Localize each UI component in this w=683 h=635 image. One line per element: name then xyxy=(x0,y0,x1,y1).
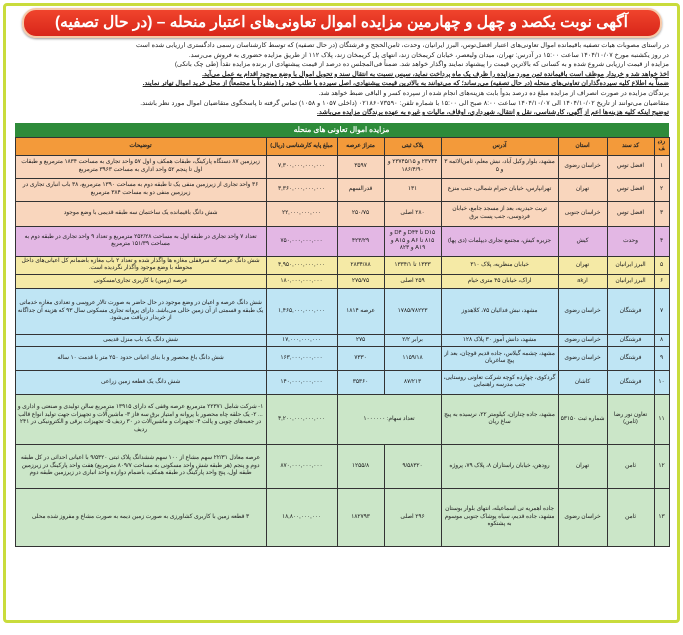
base-price-cell: ۱۸۰,۰۰۰,۰۰۰,۰۰۰ xyxy=(266,274,337,288)
column-header: ردیف xyxy=(654,137,669,155)
description-cell: ۱- شرکت شامل ۲۲۳۷۱ مترمربع عرصه وقفی که دارای ۱۳۹۱۵ مترمربع سالن تولیدی و صنعتی و اداری و ... ۲- یک حلقه چاه محصور با پروانه و امتیاز برق سه فاز ۳- ماشین‌آلات و تجهیزات جهت تولید انواع قالب در جعبه‌های چوبی و پالت ۴- تجهیزات و ماشین‌آلات در ۳۰ ردیف ۵- تجهیزات برقی و الکترونیکی در ۲۴۱ ردیف xyxy=(15,394,266,444)
document-code-cell: وحدت xyxy=(607,226,654,256)
province-cell: خراسان جنوبی xyxy=(558,201,607,226)
registration-plaque-cell: ۲۳۷۴۴ و ۲۳۷۴۵/۱۵ و ۱۸۶/۴/۹۰ xyxy=(384,155,441,178)
description-cell: عرصه (زمین) با کاربری تجاری/مسکونی xyxy=(15,274,266,288)
description-cell: شش دانگ باقیمانده یک ساختمان سه طبقه قدیمی با وضع موجود xyxy=(15,201,266,226)
table-row xyxy=(15,488,669,546)
registration-plaque-cell: D۱۵ تا D۴۴ و D۴ و ۸۱۵ تا A۶ و A۱۵ و A۱۹ و ۸۲۳ xyxy=(384,226,441,256)
intro-line: مزایده از قیمت ارزیابی شروع شده و به کسانی که بالاترین قیمت را پیشنهاد نمایند واگذار خواهد شد. ضمناً فی‌المجلس ده درصد از قیمت پیشنهادی از برنده مزایده نقداً (طی چک بانکی) xyxy=(174,61,669,69)
row-number-cell: ۱۰ xyxy=(654,370,669,394)
table-row xyxy=(15,155,669,178)
document-code-cell: فرشتگان xyxy=(607,370,654,394)
address-cell: مشهد، جاده چناران، کیلومتر ۲۲، نرسیده به پیچ ساغ ریان xyxy=(441,394,558,444)
land-area-cell: ۳۵۳۶۰ xyxy=(337,370,384,394)
address-cell: اراک، خیابان ۴۵ متری خیام xyxy=(441,274,558,288)
intro-line: اخذ خواهد شد و خریدار موظف است باقیمانده ثمن مورد مزایده را ظرف یک ماه پرداخت نماید، سپس نسبت به انتقال سند و تحویل اموال با وضع موجود اقدام به عمل می‌آید. xyxy=(202,70,669,78)
base-price-cell: ۷,۳۰۰,۰۰۰,۰۰۰,۰۰۰ xyxy=(266,155,337,178)
document-code-cell: ثامن xyxy=(607,444,654,488)
base-price-cell: ۱۷,۰۰۰,۰۰۰,۰۰۰ xyxy=(266,334,337,346)
base-price-cell: ۱۸,۸۰۰,۰۰۰,۰۰۰ xyxy=(266,488,337,546)
address-cell: جزیره کیش، مجتمع تجاری دیپلمات (دی پها) xyxy=(441,226,558,256)
column-header: متراژ عرصه xyxy=(337,137,384,155)
address-cell: تربت حیدریه، بعد از مسجد جامع، خیابان فردوسی، جنب پست برق xyxy=(441,201,558,226)
description-cell: عرصه معادل ۲۲/۳۱ سهم مشاع از ۱۰۰ سهم ششدانگ پلاک ثبتی ۹/۵۳۲۰ با اعیانی احداثی در کل طبقه دوم و پنجم (هر طبقه شش واحد مسکونی به مساحت ۸۰۹/۷ مترمربع) هفت واحد پارکینگ در زیرزمین طبقه اول، پنج واحد پارکینگ در طبقه همکف، باضمام دوازده واحد انباری در زیرزمین طبقه دوم xyxy=(15,444,266,488)
registration-plaque-cell: ۲۵۹ اصلی xyxy=(384,274,441,288)
table-row xyxy=(15,256,669,274)
province-cell: کیش xyxy=(558,226,607,256)
intro-line: ضمناً به اطلاع کلیه سپرده‌گذاران تعاونی‌های منحله (در حال تصفیه) می‌رساند؛ که می‌توانند به بالاترین قیمت پیشنهادی، اصل سپرده یا طلب خود را (منفرداً یا مجتمعاً) از محل خرید اموال تهاتر نمایند. xyxy=(142,80,669,88)
intro-line: در روز یکشنبه مورخ ۱۴۰۴/۱۰/۰۷ ساعت ۱۵:۰۰ در آدرس: تهران، میدان ولیعصر، خیابان کریمخان زند، انتهای پل کریمخان زند، پلاک ۱۱۲ از طریق مزایده حضوری به فروش می‌رسد. xyxy=(188,51,669,59)
description-cell: تعداد ۷ واحد تجاری در طبقه اول به مساحت ۲۵۲/۲۸ مترمربع و تعداد ۹ واحد تجاری در طبقه دوم به مساحت ۱۵۱/۳۹ مترمربع xyxy=(15,226,266,256)
base-price-cell: ۱,۴۶۵,۰۰۰,۰۰۰,۰۰۰ xyxy=(266,288,337,334)
intro-line: توضیح اینکه کلیه هزینه‌ها اعم از آگهی، کارشناسی، نقل و انتقال، شهرداری، اوقاف، مالیات و غیره به عهده برندگان مزایده می‌باشد. xyxy=(317,109,669,117)
registration-plaque-cell: تعداد سهام: ۱۰۰۰۰۰۰ xyxy=(337,394,441,444)
column-header: کد سند xyxy=(607,137,654,155)
table-row xyxy=(15,226,669,256)
base-price-cell: ۱۶۳,۰۰۰,۰۰۰,۰۰۰ xyxy=(266,346,337,370)
row-number-cell: ۱۱ xyxy=(654,394,669,444)
intro-line: برندگان مزایده در صورت انصراف از مزایده مبلغ ده درصد بدواً بابت هزینه‌های انجام شده از سپرده کسر و الباقی ضبط خواهد شد. xyxy=(318,89,669,97)
address-cell: جاده اهمریه تی اسماعیله، انتهای بلوار بوستان مشهد، جاده قدیم، سیاه پوشاک جنوبی موسوم به پشتکوه xyxy=(441,488,558,546)
row-number-cell: ۲ xyxy=(654,178,669,201)
table-row xyxy=(15,444,669,488)
document-code-cell: فرشتگان xyxy=(607,346,654,370)
province-cell: تهران xyxy=(558,444,607,488)
intro-line: متقاضیان می‌توانند از تاریخ ۱۴۰۴/۱۰/۰۲ الی ۱۴۰۴/۱۰/۰۷ ساعت ۸:۰۰ صبح الی ۱۵:۰۰ با شماره تلفن: ۰۲۱۸۶۰۷۳۵۹۰ (داخلی ۱۰۵۷ و ۱۰۵۸) تماس گرفته تا پاسخگوی متقاضیان اموال مورد نظر باشند. xyxy=(140,99,669,107)
document-code-cell: البرز ایرانیان xyxy=(607,256,654,274)
province-cell: کاشان xyxy=(558,370,607,394)
registration-plaque-cell: ۲۹۶ اصلی xyxy=(384,488,441,546)
address-cell: مشهد، نبش فدائیان ۷۵، کلاهدوز xyxy=(441,288,558,334)
address-cell: تهرانپارس، خیابان حیرام شمالی، جنب منزع xyxy=(441,178,558,201)
base-price-cell: ۴,۲۰۰,۰۰۰,۰۰۰,۰۰۰ xyxy=(266,394,337,444)
table-row xyxy=(15,288,669,334)
registration-plaque-cell: ۲۸۰ اصلی xyxy=(384,201,441,226)
land-area-cell: ۴۲۳/۲۹ xyxy=(337,226,384,256)
land-area-cell: ۱۸۲۷۹۳ xyxy=(337,488,384,546)
description-cell: زیرزمین ۸۷ دستگاه پارکینگ، طبقات همکف و اول ۵۷ واحد تجاری به مساحت ۱۸۳۴ مترمربع و طبقات اول تا پنجم ۵۲ واحد اداری به مساحت ۳۹۶۳ مترمربع xyxy=(15,155,266,178)
row-number-cell: ۷ xyxy=(654,288,669,334)
base-price-cell: ۳,۳۶۰,۰۰۰,۰۰۰,۰۰۰ xyxy=(266,178,337,201)
description-cell: شش دانگ یک باب منزل قدیمی xyxy=(15,334,266,346)
land-area-cell: عرصه ۱۸۱۴ xyxy=(337,288,384,334)
base-price-cell: ۲۲,۰۰۰,۰۰۰,۰۰۰ xyxy=(266,201,337,226)
column-header: پلاک ثبتی xyxy=(384,137,441,155)
land-area-cell: ۱۲۵۵/۸ xyxy=(337,444,384,488)
ad-title: آگهی نوبت یکصد و چهل و چهارمین مزایده اموال تعاونی‌های اعتبار منحله – (در حال تصفیه) xyxy=(22,8,662,38)
registration-plaque-cell: برابر ۲/۲ xyxy=(384,334,441,346)
province-cell: تهران xyxy=(558,256,607,274)
table-title: مزایده اموال تعاونی های منحله xyxy=(15,123,669,137)
document-code-cell: ثامن xyxy=(607,488,654,546)
province-cell: تهران xyxy=(558,178,607,201)
document-code-cell: البرز ایرانیان xyxy=(607,274,654,288)
intro-line: در راستای مصوبات هیات تصفیه باقیمانده اموال تعاونی‌های اعتبار افضل‌توس، البرز ایرانیان، وحدت، ثامن‌الحجج و فرشتگان (در حال تصفیه) که توسط کارشناسان رسمی دادگستری ارزیابی شده است xyxy=(136,42,669,49)
land-area-cell: ۷۳۳۰ xyxy=(337,346,384,370)
table-row xyxy=(15,274,669,288)
land-area-cell: ۲۵۰/۷۵ xyxy=(337,201,384,226)
row-number-cell: ۱۲ xyxy=(654,444,669,488)
registration-plaque-cell: ۸۷/۲۱۳ xyxy=(384,370,441,394)
description-cell: شش دانگ عرصه که سرقفلی مغازه ها واگذار شده و تعداد ۲ باب مغازه باضمانم کل اعیانی‌های داخل محوطه با وضع موجود واگذار نگردیده است. xyxy=(15,256,266,274)
document-code-cell: تعاون نور رضا (ثامن) xyxy=(607,394,654,444)
address-cell: گردکوی، چهارده کوچه شرکت تعاونی روستایی، جنب مدرسه راهنمایی xyxy=(441,370,558,394)
row-number-cell: ۹ xyxy=(654,346,669,370)
land-area-cell: ۲۷۵ xyxy=(337,334,384,346)
land-area-cell: ۲۸۳۴/۸۸ xyxy=(337,256,384,274)
province-cell: خراسان رضوی xyxy=(558,346,607,370)
auction-table xyxy=(15,137,670,547)
row-number-cell: ۶ xyxy=(654,274,669,288)
province-cell: خراسان رضوی xyxy=(558,155,607,178)
base-price-cell: ۴,۹۵۰,۰۰۰,۰۰۰,۰۰۰ xyxy=(266,256,337,274)
address-cell: مشهد، بلوار وکیل آباد، نبش معلم، ثامن‌الائمه ۳ و ۵ xyxy=(441,155,558,178)
land-area-cell: قدرالسهم xyxy=(337,178,384,201)
registration-plaque-cell: ۱۳۱ xyxy=(384,178,441,201)
row-number-cell: ۱۳ xyxy=(654,488,669,546)
table-row xyxy=(15,346,669,370)
row-number-cell: ۴ xyxy=(654,226,669,256)
address-cell: مشهد، دانش آموز ۳۰ پلاک ۱۲۸ xyxy=(441,334,558,346)
province-cell: خراسان رضوی xyxy=(558,334,607,346)
registration-plaque-cell: ۹/۵۸۳۲۰ xyxy=(384,444,441,488)
document-code-cell: افضل توس xyxy=(607,201,654,226)
province-cell: خراسان رضوی xyxy=(558,488,607,546)
description-cell: ۳ قطعه زمین با کاربری کشاورزی به صورت زمین دیمه به صورت مشاع و مفروز شده محلی xyxy=(15,488,266,546)
column-header: توضیحات xyxy=(15,137,266,155)
description-cell: ۳۶ واحد تجاری از زیرزمین منفی یک تا طبقه دوم به مساحت ۱۳۹۰ مترمربع، ۳۸ باب انباری تجاری در زیرزمین منفی دو به مساحت ۳۸۴ مترمربع xyxy=(15,178,266,201)
province-cell: خراسان رضوی xyxy=(558,288,607,334)
column-header: مبلغ پایه کارشناسی (ریال) xyxy=(266,137,337,155)
table-row xyxy=(15,370,669,394)
address-cell: مشهد، چشمه گیلاس، جاده قدیم قوچان، بعد از پیچ ساغریان xyxy=(441,346,558,370)
document-code-cell: افضل توس xyxy=(607,178,654,201)
row-number-cell: ۵ xyxy=(654,256,669,274)
base-price-cell: ۷۵۰,۰۰۰,۰۰۰,۰۰۰ xyxy=(266,226,337,256)
registration-plaque-cell: ۱۱۵۹/۱۸ xyxy=(384,346,441,370)
ad-frame xyxy=(3,3,680,623)
description-cell: شش دانگ یک قطعه زمین زراعی xyxy=(15,370,266,394)
column-header: آدرس xyxy=(441,137,558,155)
base-price-cell: ۸۷۰,۰۰۰,۰۰۰,۰۰۰ xyxy=(266,444,337,488)
registration-plaque-cell: ۱۷۸۵/۷۸۲۲۳ xyxy=(384,288,441,334)
table-row xyxy=(15,334,669,346)
document-code-cell: افضل توس xyxy=(607,155,654,178)
description-cell: شش دانگ باغ محصور و با بنای اعیانی حدود ۲۵۰ متر با قدمت ۱۰ ساله xyxy=(15,346,266,370)
row-number-cell: ۱ xyxy=(654,155,669,178)
registration-plaque-cell: ۱۳۳۳ تا ۱۳۳۴/۱ xyxy=(384,256,441,274)
land-area-cell: ۲۷۵/۷۵ xyxy=(337,274,384,288)
intro-text xyxy=(14,41,669,118)
province-cell: ارak xyxy=(558,274,607,288)
base-price-cell: ۱۴۰,۰۰۰,۰۰۰,۰۰۰ xyxy=(266,370,337,394)
land-area-cell: ۳۵۹۷ xyxy=(337,155,384,178)
table-header-row xyxy=(15,137,669,155)
table-row xyxy=(15,394,669,444)
auction-table-section xyxy=(15,123,669,547)
table-row xyxy=(15,201,669,226)
address-cell: خیابان منظریه، پلاک ۳۱۰ xyxy=(441,256,558,274)
description-cell: شش دانگ عرصه و اعیان در وضع موجود در حال حاضر به صورت تالار عروسی و تعدادی مغازه خدماتی یک طبقه و قسمتی از آن زمین خالی می‌باشد. دارای پروانه تجاری مسکونی سال ۹۳ که هزینه آن جداگانه از خریدار دریافت می‌شود. xyxy=(15,288,266,334)
province-cell: شماره ثبت ۵۳۱۵۰ xyxy=(558,394,607,444)
address-cell: رودهن، خیابان راستاران ۸، پلاک ۷۹، پروژه xyxy=(441,444,558,488)
row-number-cell: ۸ xyxy=(654,334,669,346)
document-code-cell: فرشتگان xyxy=(607,334,654,346)
document-code-cell: فرشتگان xyxy=(607,288,654,334)
column-header: استان xyxy=(558,137,607,155)
row-number-cell: ۳ xyxy=(654,201,669,226)
table-row xyxy=(15,178,669,201)
